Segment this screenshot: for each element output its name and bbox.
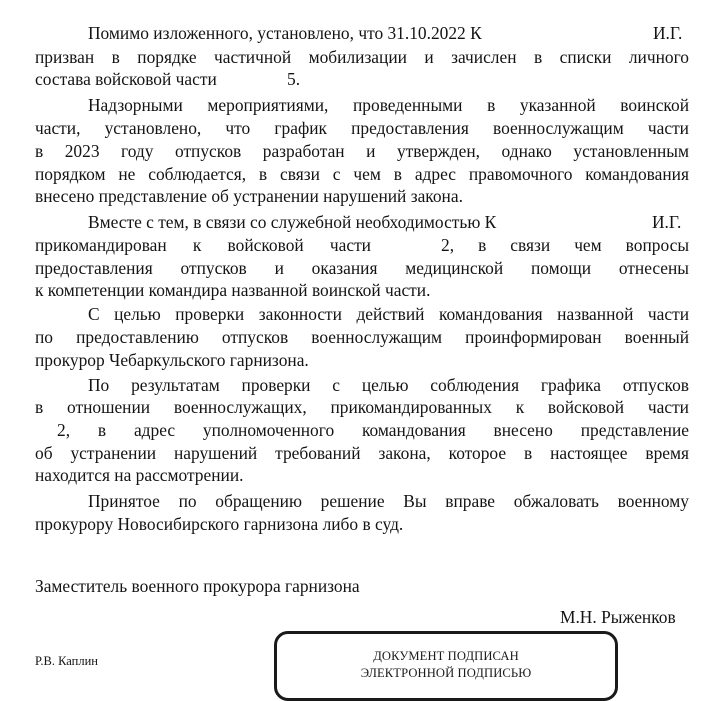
paragraph-6-line-1: Принятое по обращению решение Вы вправе обжаловать военному [88,491,689,511]
paragraph-1-initials: И.Г. [653,23,683,43]
paragraph-2-line-5: внесено представление об устранении нарушений закона. [35,186,463,206]
signatory-name: М.Н. Рыженков [560,607,676,627]
paragraph-6-line-2: прокурору Новосибирского гарнизона либо в суд. [35,514,404,534]
paragraph-3-line-2a: прикомандирован к войсковой части [35,235,371,255]
paragraph-5-line-1: По результатам проверки с целью соблюдения графика отпусков [88,375,689,395]
paragraph-2-line-2: части, установлено, что график предоставления военнослужащим части [35,118,689,138]
electronic-signature-stamp [274,631,618,701]
paragraph-1-line-3: состава войсковой части [35,69,217,89]
stamp-line-1: ДОКУМЕНТ ПОДПИСАН [373,649,519,663]
paragraph-2-line-4: порядком не соблюдается, в связи с чем в адрес правомочного командования [35,164,689,184]
paragraph-3-line-3: предоставления отпусков и оказания медицинской помощи отнесены [35,258,689,278]
paragraph-4-line-3: прокурор Чебаркульского гарнизона. [35,350,309,370]
paragraph-3-line-2b: 2, в связи чем вопросы [441,235,689,255]
paragraph-3-initials: И.Г. [652,212,682,232]
stamp-line-2: ЭЛЕКТРОННОЙ ПОДПИСЬЮ [360,666,532,680]
executor-name: Р.В. Каплин [35,654,98,668]
paragraph-2-line-1: Надзорными мероприятиями, проведенными в указанной воинской [88,95,689,115]
paragraph-5-line-2: в отношении военнослужащих, прикомандированных к войсковой части [35,397,689,417]
paragraph-2-line-3: в 2023 году отпусков разработан и утвержден, однако установленным [35,141,689,161]
paragraph-4-line-2: по предоставлению отпусков военнослужащим проинформирован военный [35,327,689,347]
signatory-position: Заместитель военного прокурора гарнизона [35,576,360,596]
paragraph-5-line-3: 2, в адрес уполномоченного командования внесено представление [57,420,689,440]
paragraph-3-line-4: к компетенции командира названной воинской части. [35,280,431,300]
paragraph-3-line-1: Вместе с тем, в связи со служебной необходимостью К [88,212,497,232]
paragraph-1-line-1: Помимо изложенного, установлено, что 31.10.2022 К [88,23,482,43]
paragraph-4-line-1: С целью проверки законности действий командования названной части [88,304,689,324]
paragraph-5-line-4: об устранении нарушений требований закона, которое в настоящее время [35,443,689,463]
paragraph-5-line-5: находится на рассмотрении. [35,465,244,485]
paragraph-1-line-2: призван в порядке частичной мобилизации и зачислен в списки личного [35,47,689,67]
paragraph-1-unit-number: 5. [287,69,301,89]
